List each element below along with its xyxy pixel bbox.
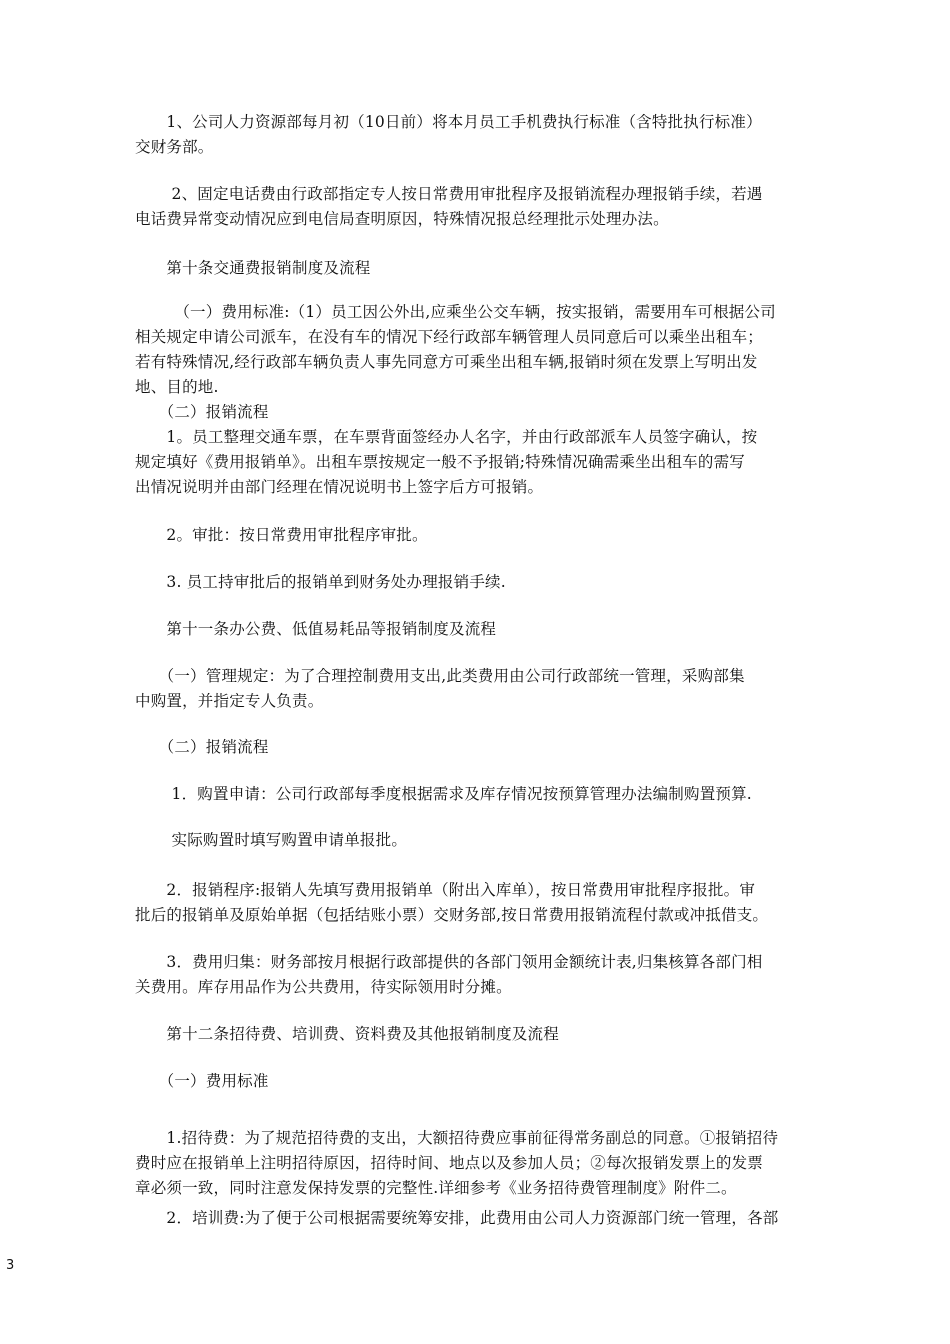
text-line: 第十一条办公费、低值易耗品等报销制度及流程 — [135, 620, 497, 638]
text-line: 1.招待费：为了规范招待费的支出，大额招待费应事前征得常务副总的同意。①报销招待 — [135, 1129, 779, 1147]
text-line: 相关规定申请公司派车，在没有车的情况下经行政部车辆管理人员同意后可以乘坐出租车； — [135, 328, 764, 346]
text-line: （二）报销流程 — [135, 738, 269, 756]
text-line: 出情况说明并由部门经理在情况说明书上签字后方可报销。 — [135, 478, 544, 496]
text-line: 地、目的地. — [135, 378, 219, 396]
text-line: 若有特殊情况,经行政部车辆负责人事先同意方可乘坐出租车辆,报销时须在发票上写明出发 — [135, 353, 758, 371]
text-line: 第十条交通费报销制度及流程 — [135, 259, 371, 277]
text-line: 1．购置申请：公司行政部每季度根据需求及库存情况按预算管理办法编制购置预算. — [135, 785, 752, 803]
subheading-reimbursement-process — [135, 400, 825, 425]
text-line: （一）费用标准:（1）员工因公外出,应乘坐公交车辆，按实报销，需要用车可根据公司 — [135, 303, 776, 321]
text-line: 实际购置时填写购置申请单报批。 — [135, 831, 408, 849]
paragraph-training — [135, 1206, 825, 1231]
page-number: 3 — [6, 1258, 15, 1273]
text-line: 关费用。库存用品作为公共费用，待实际领用时分摊。 — [135, 978, 512, 996]
text-line: 中购置，并指定专人负责。 — [135, 692, 324, 710]
paragraph-phone-standard — [135, 110, 825, 160]
text-line: （一）费用标准 — [135, 1072, 269, 1090]
text-line: 交财务部。 — [135, 138, 214, 156]
text-line: 1、公司人力资源部每月初（10日前）将本月员工手机费执行标准（含特批执行标准） — [135, 113, 762, 131]
paragraph-reimbursement-procedure — [135, 878, 825, 928]
text-line: （二）报销流程 — [135, 403, 269, 421]
paragraph-approval — [135, 523, 825, 548]
subheading-expense-standard — [135, 1069, 825, 1094]
article-11-heading — [135, 617, 825, 642]
paragraph-ticket-organize — [135, 425, 825, 500]
text-line: 电话费异常变动情况应到电信局查明原因，特殊情况报总经理批示处理办法。 — [135, 210, 669, 228]
paragraph-transport-standard — [135, 300, 825, 400]
paragraph-office-management — [135, 664, 825, 714]
text-line: 1。员工整理交通车票，在车票背面签经办人名字，并由行政部派车人员签字确认，按 — [135, 428, 758, 446]
text-line: 第十二条招待费、培训费、资料费及其他报销制度及流程 — [135, 1025, 559, 1043]
paragraph-entertainment — [135, 1126, 825, 1201]
paragraph-landline — [135, 182, 825, 232]
paragraph-cost-allocation — [135, 950, 825, 1000]
text-line: 费时应在报销单上注明招待原因，招待时间、地点以及参加人员；②每次报销发票上的发票 — [135, 1154, 764, 1172]
text-line: 2．培训费:为了便于公司根据需要统筹安排，此费用由公司人力资源部门统一管理，各部 — [135, 1209, 779, 1227]
paragraph-purchase-fill — [135, 828, 825, 853]
text-line: （一）管理规定：为了合理控制费用支出,此类费用由公司行政部统一管理，采购部集 — [135, 667, 745, 685]
article-10-heading — [135, 256, 825, 281]
text-line: 3. 员工持审批后的报销单到财务处办理报销手续. — [135, 573, 506, 591]
text-line: 2。审批：按日常费用审批程序审批。 — [135, 526, 428, 544]
paragraph-finance-handling — [135, 570, 825, 595]
text-line: 3．费用归集：财务部按月根据行政部提供的各部门领用金额统计表,归集核算各部门相 — [135, 953, 763, 971]
article-12-heading — [135, 1022, 825, 1047]
subheading-office-process — [135, 735, 825, 760]
text-line: 批后的报销单及原始单据（包括结账小票）交财务部,按日常费用报销流程付款或冲抵借支。 — [135, 906, 769, 924]
paragraph-purchase-request — [135, 782, 825, 807]
text-line: 2、固定电话费由行政部指定专人按日常费用审批程序及报销流程办理报销手续，若遇 — [135, 185, 763, 203]
text-line: 章必须一致，同时注意发保持发票的完整性.详细参考《业务招待费管理制度》附件二。 — [135, 1179, 737, 1197]
text-line: 2．报销程序:报销人先填写费用报销单（附出入库单），按日常费用审批程序报批。审 — [135, 881, 756, 899]
text-line: 规定填好《费用报销单》。出租车票按规定一般不予报销;特殊情况确需乘坐出租车的需写 — [135, 453, 745, 471]
